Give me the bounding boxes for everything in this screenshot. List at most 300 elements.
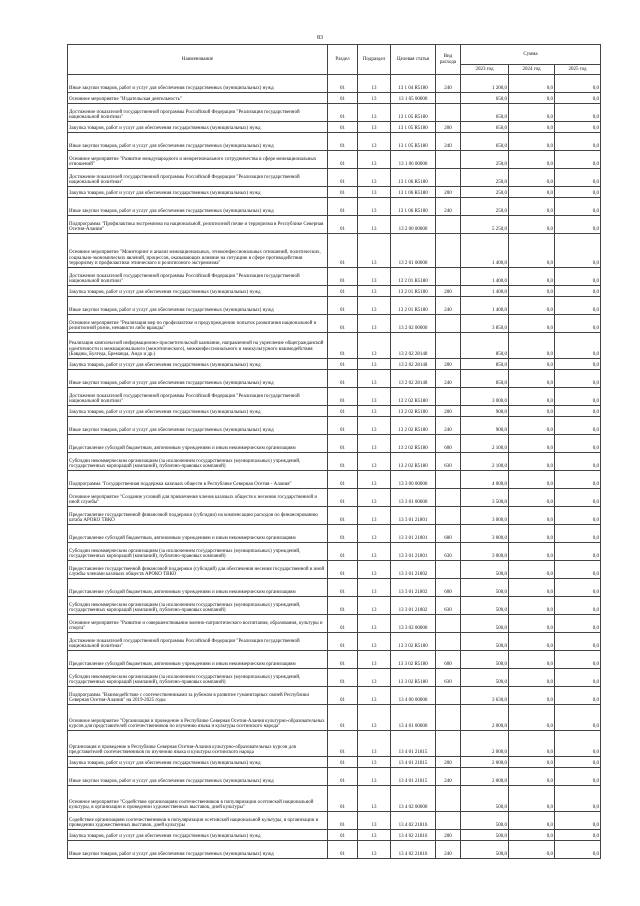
- row-sum-2024: 0,0: [509, 333, 555, 359]
- row-name: Основное мероприятие "Мониторинг и анализ межнациональных, этноконфессиональных отношений, политических, социально-экономических явлений, процессов, оказывающих влияние на ситуацию в сфере противодействия терроризму и профилактики этнического и религиозного экстремизма": [68, 234, 328, 268]
- row-expense-type: 240: [436, 75, 461, 93]
- row-section: 01: [328, 216, 358, 234]
- row-sum-2023: 650,0: [461, 93, 509, 104]
- row-sum-2024: 0,0: [509, 705, 555, 731]
- row-subsection: 13: [358, 579, 391, 597]
- row-expense-type: [436, 333, 461, 359]
- row-expense-type: 200: [436, 286, 461, 297]
- row-section: 01: [328, 841, 358, 859]
- row-subsection: 13: [358, 435, 391, 453]
- row-sum-2025: 0,0: [555, 187, 601, 198]
- row-target-article: 13 1 05 R5180: [391, 122, 436, 133]
- row-sum-2024: 0,0: [509, 370, 555, 388]
- row-subsection: 13: [358, 297, 391, 315]
- table-row: [68, 417, 601, 435]
- row-subsection: 13: [358, 633, 391, 651]
- row-expense-type: [436, 489, 461, 507]
- table-row: [68, 286, 601, 297]
- row-target-article: 13 4 02 00000: [391, 786, 436, 812]
- table-row: [68, 687, 601, 705]
- row-section: 01: [328, 731, 358, 757]
- row-expense-type: 240: [436, 841, 461, 859]
- row-sum-2023: 4 000,0: [461, 471, 509, 489]
- row-sum-2025: 0,0: [555, 830, 601, 841]
- row-sum-2024: 0,0: [509, 359, 555, 370]
- row-sum-2024: 0,0: [509, 286, 555, 297]
- table-row: [68, 579, 601, 597]
- table-row: [68, 216, 601, 234]
- row-name: Иные закупки товаров, работ и услуг для обеспечения государственных (муниципальных) нужд: [68, 417, 328, 435]
- row-name: Закупка товаров, работ и услуг для обеспечения государственных (муниципальных) нужд: [68, 286, 328, 297]
- row-subsection: 13: [358, 216, 391, 234]
- row-name: Достижение показателей государственной программы Российской Федерации "Реализация государственной национальной политики": [68, 388, 328, 406]
- table-row: [68, 388, 601, 406]
- row-expense-type: 240: [436, 370, 461, 388]
- row-sum-2024: 0,0: [509, 93, 555, 104]
- row-sum-2025: 0,0: [555, 633, 601, 651]
- row-name: Иные закупки товаров, работ и услуг для обеспечения государственных (муниципальных) нужд: [68, 133, 328, 151]
- table-row: [68, 370, 601, 388]
- table-row: [68, 651, 601, 669]
- row-name: Достижение показателей государственной программы Российской Федерации "Реализация государственной национальной политики": [68, 633, 328, 651]
- row-subsection: 13: [358, 187, 391, 198]
- row-target-article: 13 1 06 R5180: [391, 198, 436, 216]
- row-subsection: 13: [358, 122, 391, 133]
- row-target-article: 13 3 01 21802: [391, 579, 436, 597]
- table-row: [68, 333, 601, 359]
- row-sum-2024: 0,0: [509, 169, 555, 187]
- row-name: Закупка товаров, работ и услуг для обеспечения государственных (муниципальных) нужд: [68, 406, 328, 417]
- row-target-article: 13 3 01 21802: [391, 561, 436, 579]
- row-section: 01: [328, 122, 358, 133]
- row-sum-2023: 3 850,0: [461, 315, 509, 333]
- row-sum-2023: 2 000,0: [461, 757, 509, 768]
- row-target-article: 13 1 06 00000: [391, 151, 436, 169]
- row-sum-2025: 0,0: [555, 812, 601, 830]
- row-section: 01: [328, 286, 358, 297]
- row-section: 01: [328, 633, 358, 651]
- row-subsection: 13: [358, 453, 391, 471]
- row-subsection: 13: [358, 507, 391, 525]
- table-row: [68, 830, 601, 841]
- row-sum-2023: 1 200,0: [461, 75, 509, 93]
- row-section: 01: [328, 489, 358, 507]
- row-name: Реализация комплексной информационно-просветительской кампании, направленной на укрепление общегражданской идентичности и межнационального (межэтнического), межконфессионального и межкультурного взаимодействия (Бавдны, Булгеда, Бреманда, Андо и др.): [68, 333, 328, 359]
- row-section: 01: [328, 187, 358, 198]
- row-sum-2023: 1 400,0: [461, 297, 509, 315]
- row-sum-2023: 250,0: [461, 169, 509, 187]
- row-name: Закупка товаров, работ и услуг для обеспечения государственных (муниципальных) нужд: [68, 122, 328, 133]
- row-sum-2024: 0,0: [509, 543, 555, 561]
- row-sum-2023: 250,0: [461, 187, 509, 198]
- row-subsection: 13: [358, 133, 391, 151]
- table-row: [68, 359, 601, 370]
- table-row: [68, 841, 601, 859]
- row-sum-2024: 0,0: [509, 471, 555, 489]
- row-sum-2025: 0,0: [555, 525, 601, 543]
- row-section: 01: [328, 579, 358, 597]
- row-sum-2023: 500,0: [461, 830, 509, 841]
- row-expense-type: [436, 388, 461, 406]
- row-subsection: 13: [358, 104, 391, 122]
- row-sum-2025: 0,0: [555, 388, 601, 406]
- row-sum-2024: 0,0: [509, 297, 555, 315]
- row-expense-type: 240: [436, 768, 461, 786]
- table-row: [68, 757, 601, 768]
- row-sum-2024: 0,0: [509, 768, 555, 786]
- row-sum-2024: 0,0: [509, 669, 555, 687]
- row-subsection: 13: [358, 333, 391, 359]
- row-expense-type: 240: [436, 198, 461, 216]
- table-row: [68, 169, 601, 187]
- row-sum-2025: 0,0: [555, 669, 601, 687]
- row-name: Основное мероприятие "Развитие и совершенствование военно-патриотического воспитания, образования, культуры и спорта": [68, 615, 328, 633]
- row-expense-type: [436, 93, 461, 104]
- row-sum-2025: 0,0: [555, 435, 601, 453]
- row-name: Достижение показателей государственной программы Российской Федерации "Реализация государственной национальной политики": [68, 104, 328, 122]
- table-row: [68, 133, 601, 151]
- row-subsection: 13: [358, 687, 391, 705]
- row-subsection: 13: [358, 417, 391, 435]
- row-sum-2025: 0,0: [555, 705, 601, 731]
- row-sum-2025: 0,0: [555, 489, 601, 507]
- row-sum-2025: 0,0: [555, 841, 601, 859]
- row-expense-type: [436, 633, 461, 651]
- table-row: [68, 151, 601, 169]
- row-sum-2025: 0,0: [555, 286, 601, 297]
- row-expense-type: 600: [436, 435, 461, 453]
- row-sum-2025: 0,0: [555, 104, 601, 122]
- row-sum-2024: 0,0: [509, 234, 555, 268]
- row-sum-2023: 2 000,0: [461, 768, 509, 786]
- row-target-article: 13 2 00 00000: [391, 216, 436, 234]
- row-subsection: 13: [358, 471, 391, 489]
- row-section: 01: [328, 507, 358, 525]
- row-sum-2025: 0,0: [555, 579, 601, 597]
- row-subsection: 13: [358, 786, 391, 812]
- row-section: 01: [328, 169, 358, 187]
- row-section: 01: [328, 786, 358, 812]
- row-sum-2025: 0,0: [555, 543, 601, 561]
- row-section: 01: [328, 830, 358, 841]
- row-sum-2023: 1 400,0: [461, 268, 509, 286]
- row-sum-2023: 5 250,0: [461, 216, 509, 234]
- row-expense-type: [436, 268, 461, 286]
- row-expense-type: [436, 687, 461, 705]
- row-expense-type: [436, 786, 461, 812]
- row-target-article: 13 4 01 00000: [391, 705, 436, 731]
- row-sum-2023: 500,0: [461, 812, 509, 830]
- row-sum-2023: 3 000,0: [461, 543, 509, 561]
- row-target-article: 13 4 01 21815: [391, 768, 436, 786]
- header-sum: Сумма: [461, 45, 601, 65]
- row-sum-2025: 0,0: [555, 93, 601, 104]
- row-section: 01: [328, 435, 358, 453]
- table-row: [68, 705, 601, 731]
- row-subsection: 13: [358, 93, 391, 104]
- row-name: Предоставление субсидий бюджетным, автономным учреждениям и иным некоммерческим организациям: [68, 651, 328, 669]
- row-sum-2023: 650,0: [461, 122, 509, 133]
- table-body: [68, 75, 601, 859]
- row-name: Субсидии некоммерческим организациям (за исключением государственных (муниципальных) учреждений, государственных корпораций (компаний), публично-правовых компаний): [68, 543, 328, 561]
- row-subsection: 13: [358, 757, 391, 768]
- row-sum-2025: 0,0: [555, 507, 601, 525]
- row-sum-2023: 1 400,0: [461, 234, 509, 268]
- row-subsection: 13: [358, 812, 391, 830]
- row-sum-2024: 0,0: [509, 525, 555, 543]
- table-row: [68, 812, 601, 830]
- row-sum-2025: 0,0: [555, 597, 601, 615]
- row-name: Субсидии некоммерческим организациям (за исключением государственных (муниципальных) учреждений, государственных корпораций (компаний), публично-правовых компаний): [68, 453, 328, 471]
- row-subsection: 13: [358, 489, 391, 507]
- row-expense-type: 630: [436, 543, 461, 561]
- row-section: 01: [328, 315, 358, 333]
- row-sum-2024: 0,0: [509, 812, 555, 830]
- row-section: 01: [328, 268, 358, 286]
- table-row: [68, 297, 601, 315]
- row-sum-2023: 850,0: [461, 370, 509, 388]
- row-sum-2023: 2 100,0: [461, 435, 509, 453]
- row-subsection: 13: [358, 651, 391, 669]
- table-row: [68, 731, 601, 757]
- row-expense-type: 200: [436, 187, 461, 198]
- row-expense-type: 200: [436, 122, 461, 133]
- row-sum-2024: 0,0: [509, 786, 555, 812]
- row-section: 01: [328, 669, 358, 687]
- header-year-2023: 2023 год: [461, 65, 509, 75]
- row-sum-2024: 0,0: [509, 757, 555, 768]
- row-sum-2023: 2 100,0: [461, 453, 509, 471]
- page-number: 83: [317, 35, 323, 41]
- row-name: Основное мероприятие "Организация и проведение в Республике Северная Осетия-Алания культурно-образовательных курсов для представителей соотечественников по изучению языка и культуры осетинского народа": [68, 705, 328, 731]
- row-target-article: 13 3 01 21801: [391, 543, 436, 561]
- table-row: [68, 187, 601, 198]
- row-expense-type: 200: [436, 757, 461, 768]
- row-subsection: 13: [358, 841, 391, 859]
- row-name: Подпрограмма "Взаимодействие с соотечественниками за рубежом в развитие гуманитарных связей Республики Северная Осетия-Алания" на 2019-2025 годы: [68, 687, 328, 705]
- row-name: Предоставление субсидий бюджетным, автономным учреждениям и иным некоммерческим организациям: [68, 525, 328, 543]
- row-target-article: 13 4 00 00000: [391, 687, 436, 705]
- row-target-article: 13 2 02 R5180: [391, 453, 436, 471]
- row-sum-2023: 3 000,0: [461, 525, 509, 543]
- row-expense-type: [436, 507, 461, 525]
- row-expense-type: 630: [436, 597, 461, 615]
- row-target-article: 13 3 02 00000: [391, 615, 436, 633]
- row-name: Предоставление субсидий бюджетным, автономным учреждениям и иным некоммерческим организациям: [68, 579, 328, 597]
- row-target-article: 13 1 06 R5180: [391, 169, 436, 187]
- row-sum-2025: 0,0: [555, 133, 601, 151]
- table-row: [68, 93, 601, 104]
- row-sum-2025: 0,0: [555, 417, 601, 435]
- row-sum-2025: 0,0: [555, 297, 601, 315]
- table-row: [68, 406, 601, 417]
- row-section: 01: [328, 687, 358, 705]
- row-expense-type: 200: [436, 359, 461, 370]
- row-sum-2025: 0,0: [555, 731, 601, 757]
- row-subsection: 13: [358, 75, 391, 93]
- row-section: 01: [328, 297, 358, 315]
- table-row: [68, 122, 601, 133]
- row-section: 01: [328, 93, 358, 104]
- row-sum-2024: 0,0: [509, 615, 555, 633]
- row-sum-2025: 0,0: [555, 757, 601, 768]
- row-expense-type: [436, 315, 461, 333]
- row-expense-type: 240: [436, 133, 461, 151]
- row-subsection: 13: [358, 731, 391, 757]
- row-section: 01: [328, 370, 358, 388]
- row-section: 01: [328, 705, 358, 731]
- row-sum-2025: 0,0: [555, 315, 601, 333]
- table-row: [68, 471, 601, 489]
- row-name: Закупка товаров, работ и услуг для обеспечения государственных (муниципальных) нужд: [68, 830, 328, 841]
- row-target-article: 13 2 02 28148: [391, 370, 436, 388]
- row-expense-type: [436, 812, 461, 830]
- row-sum-2024: 0,0: [509, 133, 555, 151]
- row-sum-2024: 0,0: [509, 841, 555, 859]
- header-year-2025: 2025 год: [555, 65, 601, 75]
- row-sum-2025: 0,0: [555, 169, 601, 187]
- row-name: Основное мероприятие "Создание условий для привлечения членов казачьих обществ к несению государственной и иной службы": [68, 489, 328, 507]
- header-expense-type: Вид расхода: [436, 45, 461, 75]
- row-name: Основное мероприятие "Издательская деятельность": [68, 93, 328, 104]
- row-name: Предоставление субсидий бюджетным, автономным учреждениям и иным некоммерческим организациям: [68, 435, 328, 453]
- row-expense-type: [436, 705, 461, 731]
- row-expense-type: 630: [436, 669, 461, 687]
- row-target-article: 13 1 04 R5180: [391, 75, 436, 93]
- row-section: 01: [328, 561, 358, 579]
- row-expense-type: 200: [436, 406, 461, 417]
- row-sum-2025: 0,0: [555, 768, 601, 786]
- row-sum-2024: 0,0: [509, 489, 555, 507]
- row-expense-type: [436, 731, 461, 757]
- row-name: Подпрограмма "Профилактика экстремизма на национальной, религиозной почве и терроризма в Республике Северная Осетия-Алания": [68, 216, 328, 234]
- row-target-article: 13 2 02 R5180: [391, 435, 436, 453]
- row-sum-2023: 500,0: [461, 669, 509, 687]
- table-row: [68, 435, 601, 453]
- header-section: Раздел: [328, 45, 358, 75]
- header-name: Наименование: [68, 45, 328, 75]
- row-sum-2025: 0,0: [555, 471, 601, 489]
- row-section: 01: [328, 757, 358, 768]
- table-row: [68, 615, 601, 633]
- row-expense-type: 600: [436, 579, 461, 597]
- table-row: [68, 597, 601, 615]
- row-sum-2025: 0,0: [555, 687, 601, 705]
- row-sum-2023: 2 000,0: [461, 731, 509, 757]
- row-sum-2024: 0,0: [509, 187, 555, 198]
- row-target-article: 13 3 02 R5180: [391, 669, 436, 687]
- row-sum-2023: 500,0: [461, 651, 509, 669]
- row-target-article: 13 3 01 21801: [391, 507, 436, 525]
- row-section: 01: [328, 406, 358, 417]
- row-sum-2023: 500,0: [461, 633, 509, 651]
- row-sum-2025: 0,0: [555, 453, 601, 471]
- row-name: Подпрограмма "Государственная поддержка казачьих обществ в Республике Северная Осетия - Алания": [68, 471, 328, 489]
- row-name: Основное мероприятие "Реализация мер по профилактике и предупреждению попыток разжигания национальной и религиозной розни, ненависти либо вражды": [68, 315, 328, 333]
- row-sum-2024: 0,0: [509, 388, 555, 406]
- row-subsection: 13: [358, 370, 391, 388]
- row-sum-2024: 0,0: [509, 633, 555, 651]
- row-expense-type: 630: [436, 453, 461, 471]
- row-sum-2023: 3 000,0: [461, 388, 509, 406]
- row-subsection: 13: [358, 705, 391, 731]
- row-section: 01: [328, 359, 358, 370]
- row-target-article: 13 2 02 28148: [391, 333, 436, 359]
- row-sum-2024: 0,0: [509, 597, 555, 615]
- row-sum-2024: 0,0: [509, 75, 555, 93]
- row-subsection: 13: [358, 234, 391, 268]
- row-target-article: 13 4 02 21816: [391, 812, 436, 830]
- row-section: 01: [328, 388, 358, 406]
- row-section: 01: [328, 234, 358, 268]
- row-expense-type: [436, 216, 461, 234]
- row-sum-2025: 0,0: [555, 234, 601, 268]
- row-sum-2025: 0,0: [555, 333, 601, 359]
- row-target-article: 13 1 05 R5180: [391, 104, 436, 122]
- row-subsection: 13: [358, 525, 391, 543]
- row-section: 01: [328, 198, 358, 216]
- row-expense-type: 600: [436, 525, 461, 543]
- row-sum-2024: 0,0: [509, 453, 555, 471]
- row-expense-type: [436, 104, 461, 122]
- header-target: Целевая статья: [391, 45, 436, 75]
- row-target-article: 13 2 01 R5180: [391, 297, 436, 315]
- row-sum-2025: 0,0: [555, 268, 601, 286]
- row-target-article: 13 2 02 R5180: [391, 406, 436, 417]
- row-subsection: 13: [358, 315, 391, 333]
- row-sum-2023: 500,0: [461, 579, 509, 597]
- header-subsection: Подраздел: [358, 45, 391, 75]
- row-sum-2024: 0,0: [509, 507, 555, 525]
- table-row: [68, 543, 601, 561]
- row-expense-type: 200: [436, 830, 461, 841]
- row-sum-2025: 0,0: [555, 615, 601, 633]
- row-name: Иные закупки товаров, работ и услуг для обеспечения государственных (муниципальных) нужд: [68, 841, 328, 859]
- row-sum-2023: 2 000,0: [461, 705, 509, 731]
- row-expense-type: [436, 561, 461, 579]
- table-header: [68, 45, 601, 75]
- row-sum-2023: 850,0: [461, 359, 509, 370]
- row-section: 01: [328, 768, 358, 786]
- row-name: Субсидии некоммерческим организациям (за исключением государственных (муниципальных) учреждений, государственных корпораций (компаний), публично-правовых компаний): [68, 669, 328, 687]
- header-year-2024: 2024 год: [509, 65, 555, 75]
- row-section: 01: [328, 151, 358, 169]
- row-subsection: 13: [358, 768, 391, 786]
- row-target-article: 13 2 02 00000: [391, 315, 436, 333]
- table-row: [68, 786, 601, 812]
- table-row: [68, 768, 601, 786]
- row-name: Достижение показателей государственной программы Российской Федерации "Реализация государственной национальной политики": [68, 268, 328, 286]
- row-sum-2024: 0,0: [509, 315, 555, 333]
- row-expense-type: [436, 169, 461, 187]
- row-subsection: 13: [358, 543, 391, 561]
- row-subsection: 13: [358, 151, 391, 169]
- row-section: 01: [328, 615, 358, 633]
- table-row: [68, 268, 601, 286]
- row-sum-2023: 900,0: [461, 406, 509, 417]
- row-expense-type: [436, 615, 461, 633]
- row-sum-2025: 0,0: [555, 359, 601, 370]
- row-name: Закупка товаров, работ и услуг для обеспечения государственных (муниципальных) нужд: [68, 359, 328, 370]
- row-sum-2025: 0,0: [555, 370, 601, 388]
- row-expense-type: 600: [436, 651, 461, 669]
- row-expense-type: [436, 234, 461, 268]
- row-section: 01: [328, 417, 358, 435]
- row-expense-type: 240: [436, 297, 461, 315]
- row-sum-2023: 3 000,0: [461, 507, 509, 525]
- row-name: Закупка товаров, работ и услуг для обеспечения государственных (муниципальных) нужд: [68, 187, 328, 198]
- row-sum-2025: 0,0: [555, 75, 601, 93]
